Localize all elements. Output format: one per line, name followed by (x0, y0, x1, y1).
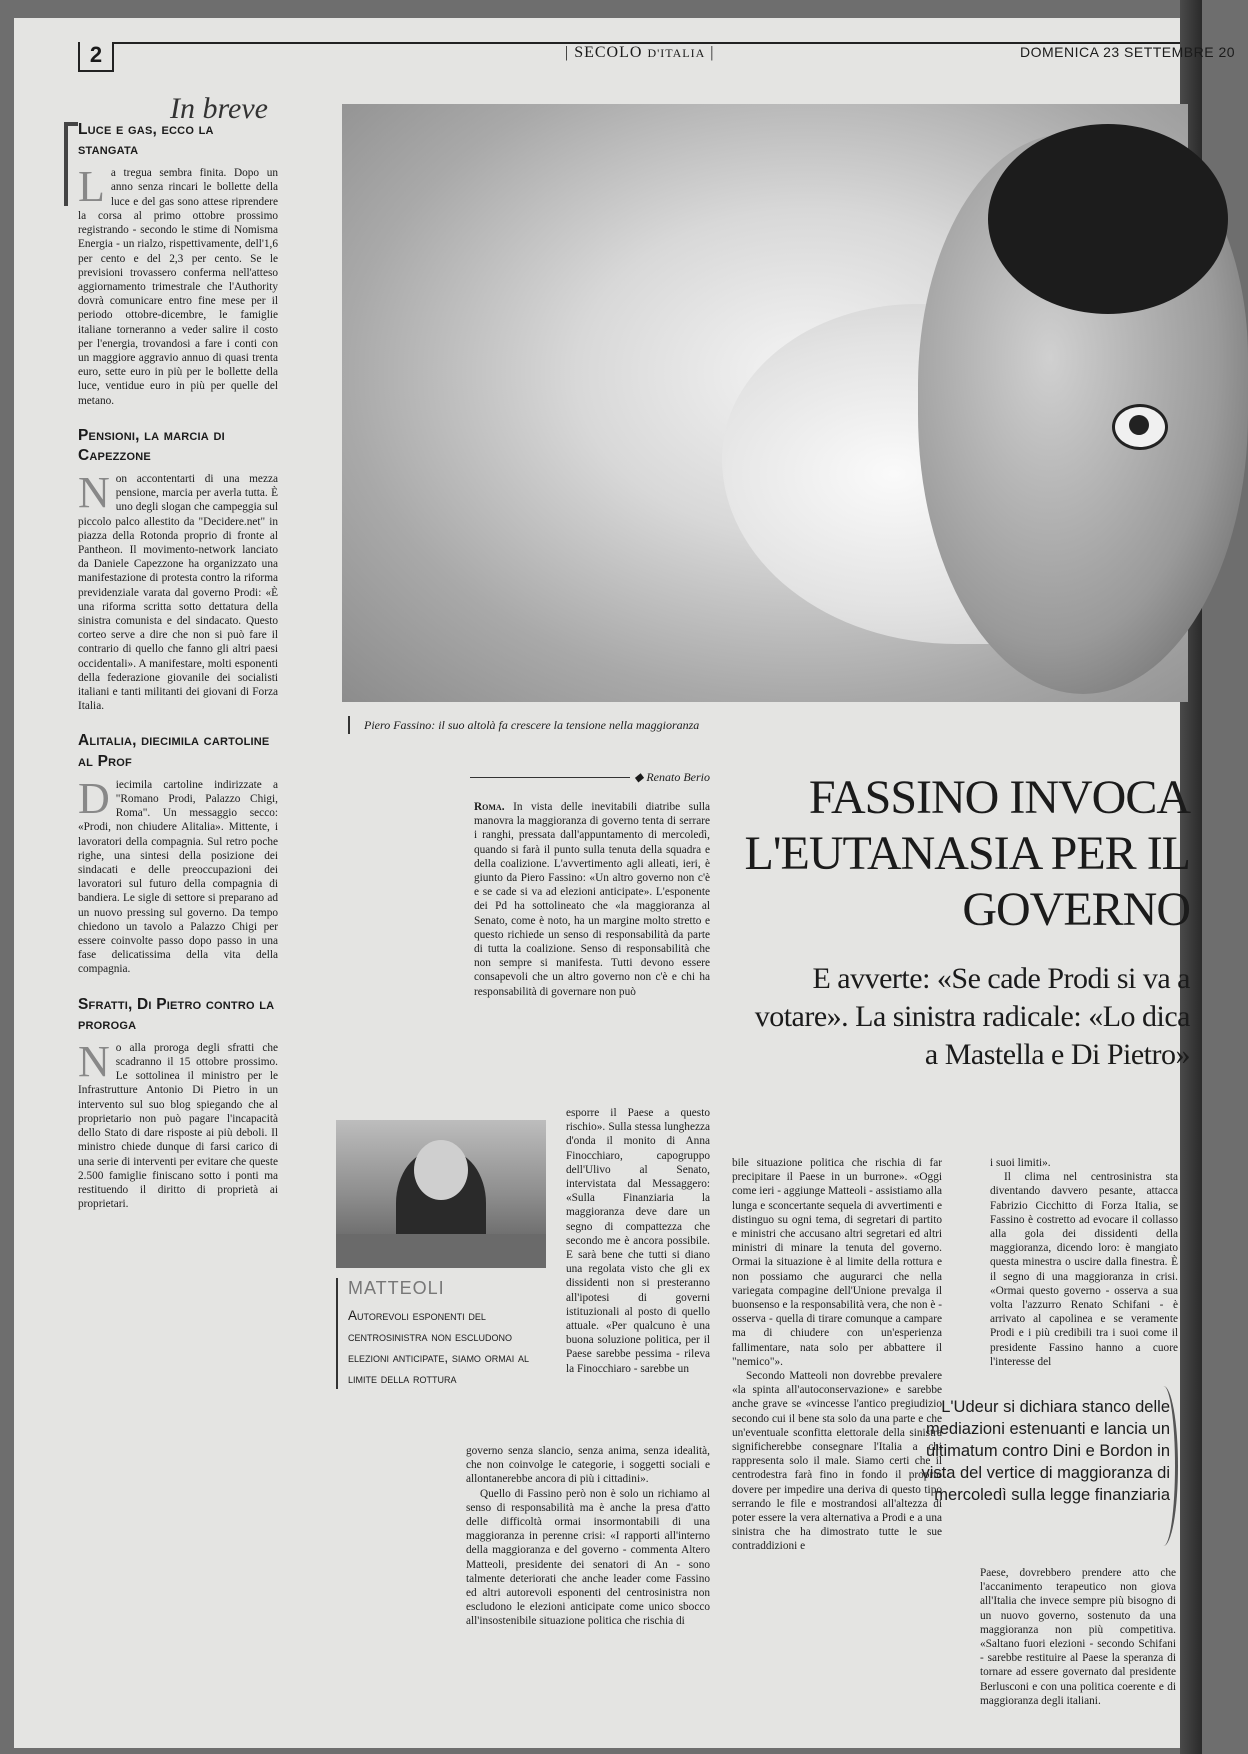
article-text: governo senza slancio, senza anima, senza idealità, che non coinvolge le categorie, i soggetti sociali e allontanerebbe ancora di più i cittadini». (466, 1445, 710, 1486)
inset-quote-box (336, 1278, 546, 1389)
article-text: Quello di Fassino però non è solo un richiamo al senso di responsabilità ma è anche la presa d'atto delle difficoltà ormai insormontabili di una maggioranza in perenne crisi: «I rapporti all'interno della maggioranza e del governo - commenta Altero Matteoli, presidente dei senatori di An - sono talmente deteriorati che anche leader come Fassino ed altri autorevoli esponenti del centrosinistra non escludono le elezioni anticipate come unico sbocco all'insostenibile situazione politica che rischia di (466, 1487, 710, 1628)
article-text: i suoi limiti». (990, 1157, 1051, 1169)
article-text: Secondo Matteoli non dovrebbe prevalere «la spinta all'autoconservazione» e sarebbe anche grave se «vincesse l'antico pregiudizio secondo cui il bene sta solo da una parte e che un'eventuale sconfitta elettorale della sinistra significherebbe consegnare l'Italia a chi rappresenta solo il male. Siamo certi che il centrodestra farà fino in fondo il proprio dovere per impedire una deriva di questo tipo serrando le file e mostrandosi all'altezza di poter essere la vera alternativa a Prodi e a una sinistra che ha dimostrato tutte le sue contraddizioni e (732, 1370, 942, 1553)
article-text: Il clima nel centrosinistra sta diventando davvero pesante, attacca Fabrizio Cicchitto di Forza Italia, se Fassino è costretto ad evocare il collasso alla gola dei dissidenti della maggioranza, dicendo loro: è mangiato questa minestra o uscire dalla finestra. È il segno di una maggioranza in crisi. «Ormai questo governo - osserva a sua volta l'azzurro Renato Schifani - è arrivato al capolinea e se veramente Prodi e i più credibili tra i suoi come il presidente Fassino hanno a cuore l'interesse del (990, 1171, 1178, 1368)
brief-item (78, 995, 278, 1212)
photo-eye-shape (1112, 404, 1168, 450)
article-column-1 (474, 800, 710, 999)
article-text: Paese, dovrebbero prendere atto che l'accanimento terapeutico non giova all'Italia che invece sempre più bisogno di un nuovo governo, sostenuto da una maggioranza non più competitiva. «Saltano fuori elezioni - secondo Schifani - sarebbe restituire al Paese la speranza di tornare ad essere governato dal presidente Berlusconi e con una politica coerente e di maggioranza degli italiani. (980, 1567, 1176, 1707)
page-header (60, 30, 1236, 70)
inset-photo-desk (336, 1234, 546, 1268)
article-column-2 (566, 1106, 710, 1376)
brief-item (78, 426, 278, 714)
inset-name: MATTEOLI (348, 1278, 445, 1298)
brief-item (78, 731, 278, 976)
article-subheadline: E avverte: «Se cade Prodi si va a votare». La sinistra radicale: «Lo dica a Mastella e Di Pietro» (754, 962, 1190, 1071)
byline: ◆ Renato Berio (470, 770, 710, 785)
brief-title: Alitalia, diecimila cartoline al Prof (78, 732, 270, 770)
drop-cap: N (78, 468, 110, 518)
drop-cap: D (78, 773, 110, 823)
photo-caption: Piero Fassino: il suo altolà fa crescere la tensione nella maggioranza (348, 716, 1064, 734)
drop-cap: N (78, 1036, 110, 1086)
masthead-title: SECOLO (574, 44, 643, 61)
photo-hair-shape (988, 124, 1228, 314)
page-number: 2 (78, 42, 114, 72)
brief-text: La tregua sembra finita. Dopo un anno senza rincari le bollette della luce e del gas sono attese riprendere la corsa al primo ottobre prossimo registrando - secondo le stime di Nomisma Energia - un rialzo, rispettivamente, dell'1,6 per cento e del 2,3 per cento. Se le previsioni trovassero conferma nell'atteso aggiornamento trimestrale che l'Authority dovrà comunicare entro fine mese per il periodo ottobre-dicembre, le famiglie italiane torneranno a veder salire il costo per l'energia, trovandosi a fare i conti con un maggiore aggravio annuo di quasi trenta euro, sette euro in più per le bollette della luce, ventidue euro in più per quelle del metano. (78, 162, 278, 407)
article-text: esporre il Paese a questo rischio». Sulla stessa lunghezza d'onda il monito di Anna Finocchiaro, capogruppo dell'Ulivo al Senato, intervistata dal Messaggero: «Sulla Finanziaria la maggioranza deve dare un segno di compattezza che secondo me è ancora possibile. E sarà bene che tutti si diano una regolata visto che gli ex dissidenti non si presteranno all'ipotesi di governi istituzionali al posto di quello attuale. «Per qualcuno è una buona soluzione politica, per il Paese sarebbe pessima - rileva la Finocchiaro - sarebbe un (566, 1107, 710, 1375)
masthead: | SECOLO D'ITALIA | (565, 44, 715, 61)
brief-text: No alla proroga degli sfratti che scadranno il 15 ottobre prossimo. Le sottolinea il ministro per le Infrastrutture Antonio Di Pietro in un intervento sul suo blog spiegando che al proprietario non può pagare l'incapacità dello Stato di dare risposte ai più deboli. Il ministro chiede dunque di farsi carico di una serie di interventi per evitare che queste 2.500 famiglie finiscano sotto i ponti ma restituendo il diritto di proprietà ai proprietari. (78, 1036, 278, 1211)
article-column-4 (990, 1156, 1178, 1369)
inset-quote: Autorevoli esponenti del centrosinistra non escludono elezioni anticipate, siamo ormai al limite della rottura (348, 1308, 529, 1386)
inset-photo-head (414, 1140, 468, 1200)
brief-title: Pensioni, la marcia di Capezzone (78, 426, 225, 464)
news-brief-column (78, 120, 278, 1229)
in-breve-label: In breve (170, 92, 268, 125)
article-headline-block (740, 770, 1190, 1074)
sidebar-corner-rule (64, 122, 78, 206)
brief-item (78, 120, 278, 408)
masthead-suffix: D'ITALIA (647, 46, 706, 60)
brief-title: Sfratti, Di Pietro contro la proroga (78, 995, 275, 1033)
matteoli-inset (336, 1120, 546, 1430)
article-text: bile situazione politica che rischia di far precipitare il Paese in un burrone». «Oggi come ieri - aggiunge Matteoli - assistiamo alla lunga e sconcertante sequela di avvertimenti e distinguo su ogni tema, di segretari di partito e ministri che accusano altri segretari ed altri ministri di minare la tenuta del governo. Ormai la situazione è al limite della rottura e non possiamo che augurarci che nella variegata compagine dell'Unione prevalga il buonsenso e la responsabilità vera, che non è - osserva - quella di tirare comunque a campare ma di chiudere con un'esperienza fallimentare, nata solo per abbattere il "nemico"». (732, 1157, 942, 1368)
brief-text: Non accontentarti di una mezza pensione, marcia per averla tutta. È uno degli slogan che campeggia sul piccolo palco allestito da "Decidere.net" in piazza della Rotonda proprio di fronte al Pantheon. Il movimento-network lanciato da Daniele Capezzone ha organizzato una manifestazione di protesta contro la riforma previdenziale varata dal governo Prodi: «È una riforma scritta sotto dettatura della sinistra comunista e del sindacato. Questo corteo serve a dire che non si può fare il contrario di quello che fanno gli altri paesi occidentali». A manifestare, molti esponenti della federazione giovanile dei socialisti italiani e tanti militanti dei giovani di Forza Italia. (78, 468, 278, 713)
drop-cap: L (78, 162, 105, 212)
inset-photo (336, 1120, 546, 1268)
pull-quote: L'Udeur si dichiara stanco delle mediazioni estenuanti e lancia un ultimatum contro Dini e Bordon in vista del vertice di maggioranza di mercoledì sulla legge finanziaria (890, 1396, 1170, 1506)
article-column-4-bottom (980, 1566, 1176, 1708)
article-column-2-bottom (466, 1444, 710, 1629)
brief-text: Diecimila cartoline indirizzate a "Romano Prodi, Palazzo Chigi, Roma". Un messaggio secco: «Prodi, non chiudere Alitalia». Mittente, i lavoratori della compagnia. Sul retro poche righe, una sintesi della posizione dei sindacati e delle preoccupazioni dei lavoratori sul futuro della compagnia di bandiera. Le sigle di settore si preparano ad un nuovo pressing sul governo. Da tempo chiedono un tavolo a Palazzo Chigi per essere coinvolte passo dopo passo in una fase delicatissima della vita della compagnia. (78, 773, 278, 976)
issue-date: DOMENICA 23 SETTEMBRE 20 (1020, 44, 1236, 60)
brief-title: Luce e gas, ecco la stangata (78, 121, 214, 159)
dateline: Roma. (474, 801, 505, 813)
article-text: In vista delle inevitabili diatribe sulla manovra la maggioranza di governo tenta di serrare i ranghi, pressata dall'appuntamento di mercoledì, quando si farà il punto sulla tenuta della squadra e della coalizione. L'avvertimento agli alleati, ieri, è giunto da Piero Fassino: «Un altro governo non c'è e se cade si va ad elezioni anticipate». L'esponente dei Pd ha sottolineato che «la maggioranza al Senato, come è noto, ha un margine molto stretto e questo richiede un senso di responsabilità da parte di tutta la coalizione. Senso di responsabilità che non sempre si manifesta. Tutti devono essere consapevoli che un altro governo non c'è e chi ha responsabilità di governare non può (474, 801, 711, 998)
article-headline: FASSINO INVOCA L'EUTANASIA PER IL GOVERNO (744, 771, 1190, 936)
main-photo (342, 104, 1188, 702)
